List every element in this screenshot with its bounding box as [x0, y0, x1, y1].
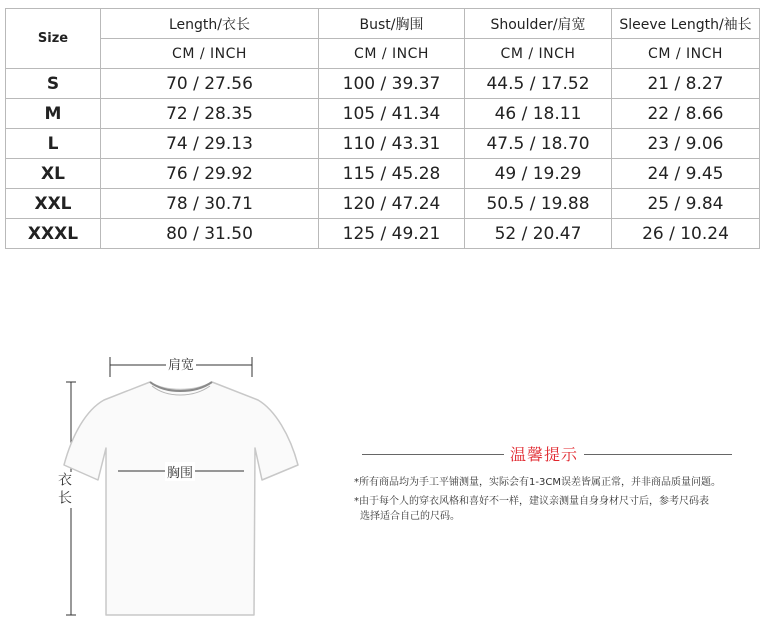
table-row [6, 69, 760, 99]
size-cell: XXL [6, 189, 101, 219]
length-cell: 78 / 30.71 [101, 189, 319, 219]
size-header: Size [6, 9, 101, 69]
bust-cell: 110 / 43.31 [319, 129, 465, 159]
length-cell: 72 / 28.35 [101, 99, 319, 129]
bust-cell: 120 / 47.24 [319, 189, 465, 219]
shoulder-cell: 44.5 / 17.52 [465, 69, 612, 99]
size-cell: XL [6, 159, 101, 189]
size-cell: L [6, 129, 101, 159]
tshirt-diagram [0, 330, 330, 630]
bust-label: 胸围 [165, 462, 195, 481]
length-cell: 80 / 31.50 [101, 219, 319, 249]
table-row [6, 129, 760, 159]
tip-line-1: *所有商品均为手工平铺测量，实际会有1-3CM误差皆属正常，并非商品质量问题。 [354, 477, 721, 488]
column-unit-sleeve: CM / INCH [612, 39, 760, 69]
tip-line-3: 选择适合自己的尺码。 [360, 511, 460, 522]
tips-title: 温馨提示 [504, 442, 584, 465]
shoulder-cell: 50.5 / 19.88 [465, 189, 612, 219]
tip-line-2: *由于每个人的穿衣风格和喜好不一样，建议亲测量自身身材尺寸后，参考尺码表 [354, 496, 709, 507]
length-label: 衣长 [56, 472, 72, 508]
bust-cell: 125 / 49.21 [319, 219, 465, 249]
bust-cell: 115 / 45.28 [319, 159, 465, 189]
bust-cell: 105 / 41.34 [319, 99, 465, 129]
shoulder-label: 肩宽 [166, 354, 196, 373]
sleeve-cell: 21 / 8.27 [612, 69, 760, 99]
sleeve-cell: 22 / 8.66 [612, 99, 760, 129]
size-cell: M [6, 99, 101, 129]
size-cell: S [6, 69, 101, 99]
column-title-length: Length/衣长 [101, 9, 319, 39]
column-title-shoulder: Shoulder/肩宽 [465, 9, 612, 39]
length-cell: 74 / 29.13 [101, 129, 319, 159]
size-chart-table [5, 8, 760, 249]
table-row [6, 159, 760, 189]
size-cell: XXXL [6, 219, 101, 249]
table-row [6, 189, 760, 219]
column-unit-bust: CM / INCH [319, 39, 465, 69]
shoulder-cell: 49 / 19.29 [465, 159, 612, 189]
length-cell: 76 / 29.92 [101, 159, 319, 189]
shoulder-cell: 47.5 / 18.70 [465, 129, 612, 159]
table-row [6, 219, 760, 249]
column-title-sleeve: Sleeve Length/袖长 [612, 9, 760, 39]
bust-cell: 100 / 39.37 [319, 69, 465, 99]
sleeve-cell: 25 / 9.84 [612, 189, 760, 219]
shoulder-cell: 46 / 18.11 [465, 99, 612, 129]
column-title-bust: Bust/胸围 [319, 9, 465, 39]
column-unit-shoulder: CM / INCH [465, 39, 612, 69]
sleeve-cell: 26 / 10.24 [612, 219, 760, 249]
sleeve-cell: 24 / 9.45 [612, 159, 760, 189]
length-cell: 70 / 27.56 [101, 69, 319, 99]
table-row [6, 99, 760, 129]
column-unit-length: CM / INCH [101, 39, 319, 69]
shoulder-cell: 52 / 20.47 [465, 219, 612, 249]
sleeve-cell: 23 / 9.06 [612, 129, 760, 159]
